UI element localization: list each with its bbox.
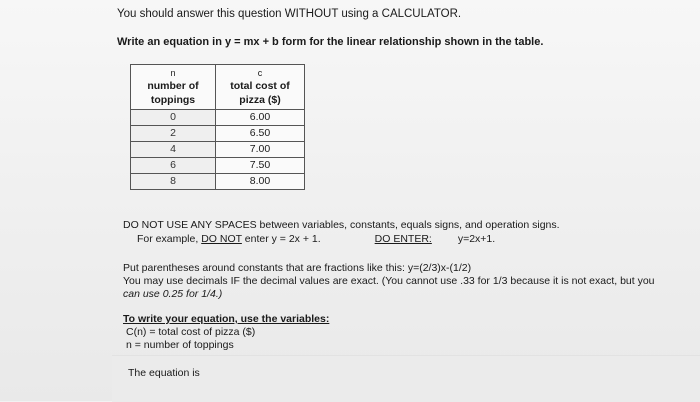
variable-n-definition: n = number of toppings <box>126 339 234 351</box>
example-correct: y=2x+1. <box>457 233 496 245</box>
table-row <box>131 126 305 142</box>
cell-toppings: 4 <box>131 142 216 158</box>
table-row <box>131 110 305 126</box>
table-row <box>131 142 305 158</box>
parentheses-instruction: Put parentheses around constants that are fractions like this: y=(2/3)x-(1/2) <box>123 262 472 274</box>
variable-c-definition: C(n) = total cost of pizza ($) <box>126 326 256 338</box>
column-header-n <box>131 65 216 110</box>
column-header-c <box>216 65 305 110</box>
answer-label: The equation is <box>128 367 200 379</box>
example-wrong: enter y = 2x + 1. <box>241 233 321 245</box>
table-header-row <box>131 65 305 110</box>
cell-cost: 7.50 <box>216 158 305 174</box>
column-label: total cost of pizza ($) <box>230 80 290 106</box>
example-prefix: For example, <box>137 233 202 245</box>
cell-toppings: 6 <box>131 158 216 174</box>
cell-toppings: 0 <box>131 110 216 126</box>
example-do-enter: DO ENTER: <box>374 233 432 245</box>
table-row <box>131 174 305 190</box>
decimals-instruction: You may use decimals IF the decimal values are exact. (You cannot use .33 for 1/3 because it is not exact, but you <box>123 275 655 287</box>
cell-cost: 8.00 <box>216 174 305 190</box>
example-do-not: DO NOT <box>201 233 242 245</box>
question-prompt: Write an equation in y = mx + b form for the linear relationship shown in the table. <box>117 36 544 48</box>
table-row <box>131 158 305 174</box>
no-spaces-instruction: DO NOT USE ANY SPACES between variables, constants, equals signs, and operation signs. <box>123 219 560 231</box>
column-variable: c <box>257 68 263 78</box>
cell-toppings: 2 <box>131 126 216 142</box>
answer-area[interactable] <box>112 355 700 402</box>
cell-cost: 6.50 <box>216 126 305 142</box>
data-table <box>130 64 305 190</box>
decimals-instruction-cont: can use 0.25 for 1/4.) <box>123 288 223 300</box>
variables-heading: To write your equation, use the variables: <box>123 313 330 325</box>
column-label: number of toppings <box>147 80 199 106</box>
column-variable: n <box>170 68 176 78</box>
calculator-notice: You should answer this question WITHOUT using a CALCULATOR. <box>117 8 462 20</box>
cell-cost: 7.00 <box>216 142 305 158</box>
cell-cost: 6.00 <box>216 110 305 126</box>
cell-toppings: 8 <box>131 174 216 190</box>
example-row <box>137 233 495 245</box>
